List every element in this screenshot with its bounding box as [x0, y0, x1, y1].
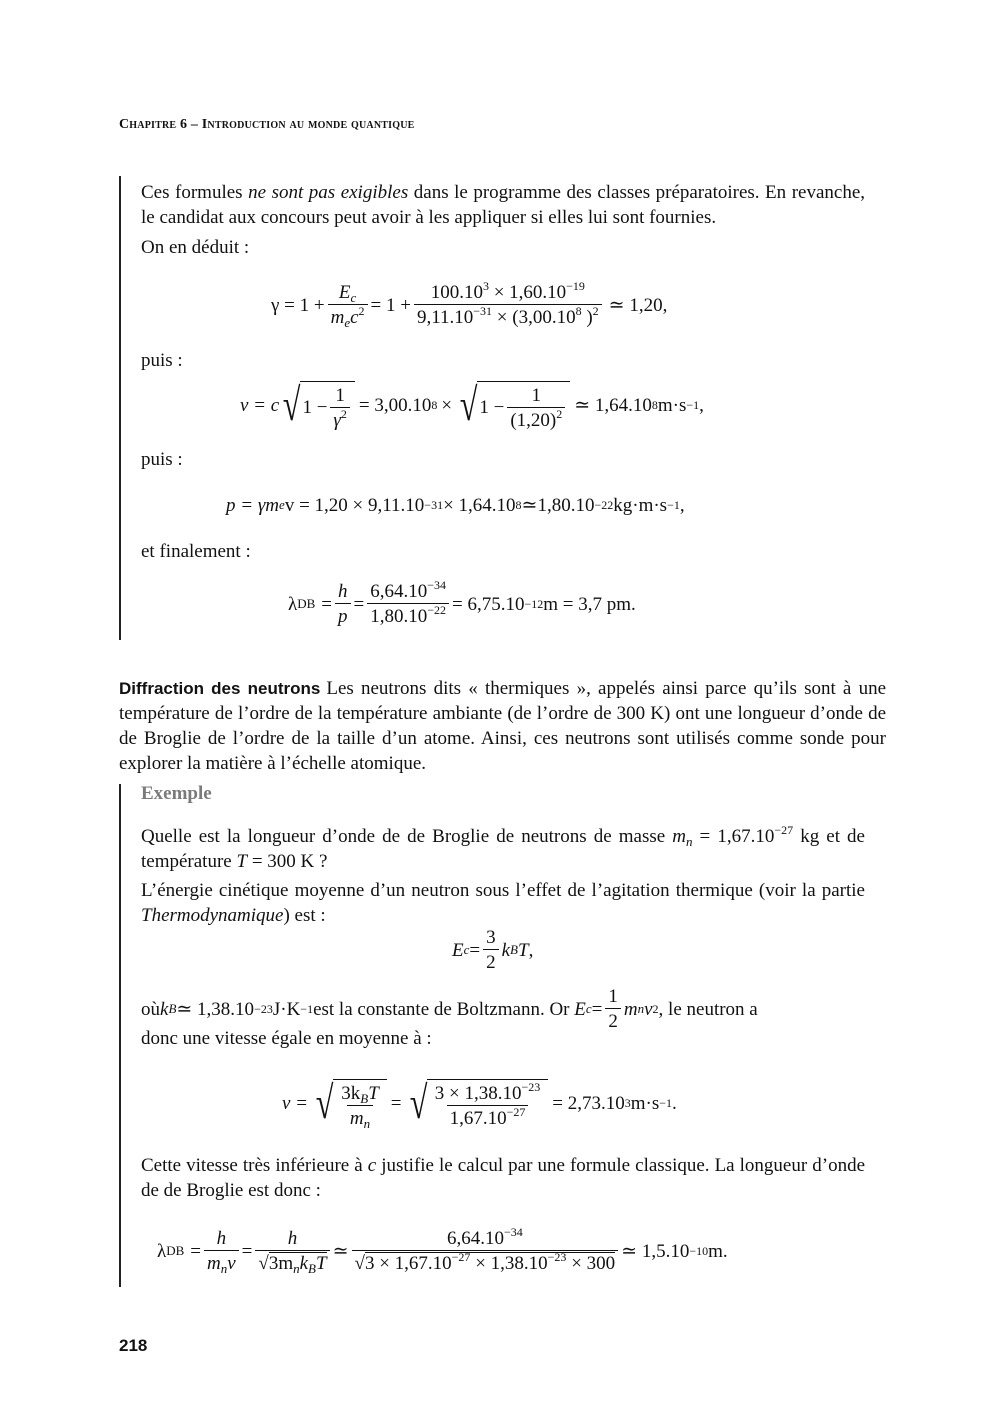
- deduction-intro: On en déduit :: [141, 237, 250, 258]
- section-paragraph: Diffraction des neutrons Les neutrons dits « thermiques », appelés ainsi parce qu’ils sont à une température de l’ordre de la température ambiante (de l’ordre de 300 K) ont une longueur d’onde de de Broglie de l’ordre de la taille d’un atome. Ainsi, ces neutrons sont utilisés comme sonde pour explorer la matière à l’échelle atomique.: [119, 678, 886, 774]
- equation-de-broglie-2: λ DB = $\frac{h}{m_nv}$ = $\frac{h}{√3m_nk_BT}$ ≃ $\frac{6,64.10^{-34}}{√3 \times 1,67.10^{-27} \times 1,38.10^{-23} \times 300}$ ≃ 1,5.10 −10 m.: [157, 1225, 728, 1276]
- equation-de-broglie-1: λ DB = $\frac{h}{p}$ = $\frac{6,64.10^{-34}}{1,80.10^{-22}}$ = 6,75.10 −12 m = 3,7 pm.: [288, 578, 636, 627]
- puis-label-2: puis :: [141, 449, 183, 470]
- equation-momentum: p = γm e v = 1,20 × 9,11.10 −31 × 1,64.10 8 ≃1,80.10 −22 kg·m·s −1 ,: [226, 494, 685, 516]
- example-bar: [119, 784, 121, 1287]
- vitesse-intro: donc une vitesse égale en moyenne à :: [141, 1028, 432, 1049]
- example-label: Exemple: [141, 783, 212, 804]
- example-energy-text: L’énergie cinétique moyenne d’un neutron sous l’effet de l’agitation thermique (voir la partie Thermodynamique) est :: [141, 880, 865, 926]
- remark-paragraph: Ces formules ne sont pas exigibles dans le programme des classes préparatoires. En revanche, le candidat aux concours peut avoir à les appliquer si elles lui sont fournies.: [141, 182, 866, 228]
- equation-gamma: γ = 1 + $\frac{E_c}{m_ec^2}$ = 1 + $\frac{100.10^3 \times 1,60.10^{-19}}{9,11.10^{-31} \times (3,00.10^8 )^2}$ ≃ 1,20,: [271, 279, 668, 330]
- equation-kinetic-energy: E c = $\frac{3}{2}$ k B T ,: [452, 927, 534, 973]
- equation-neutron-velocity: v = √ $\frac{3k_BT}{m_n}$ = √ $\frac{3 \times 1,38.10^{-23}}{1,67.10^{-27}}$ = 2,73.10 3 m·s −1 .: [282, 1077, 677, 1131]
- example-question: Quelle est la longueur d’onde de de Broglie de neutrons de masse $m_n = 1,67.10^{-27}$ kg et de température T = 300 K ?: [141, 823, 865, 872]
- classical-justification: Cette vitesse très inférieure à c justifie le calcul par une formule classique. La longueur d’onde de de Broglie est donc :: [141, 1155, 865, 1201]
- boltzmann-line: où k B ≃ 1,38.10 −23 J·K −1 est la constante de Boltzmann. Or E c = $\frac{1}{2}$ m n v 2 , le neutron a: [141, 986, 758, 1032]
- finalement-label: et finalement :: [141, 541, 251, 562]
- equation-velocity: v = c √ 1 − $\frac{1}{\gamma^2}$ = 3,00.10 8 × √ 1 − $\frac{1}{(1,20)^2}$ ≃ 1,64.10 8 m·s −1 ,: [240, 379, 704, 431]
- section-title: Diffraction des neutrons: [119, 679, 321, 698]
- page-number: 218: [119, 1336, 148, 1355]
- puis-label-1: puis :: [141, 350, 183, 371]
- remark-bar: [119, 176, 121, 640]
- running-header: Chapitre 6 – Introduction au monde quantique: [119, 117, 415, 132]
